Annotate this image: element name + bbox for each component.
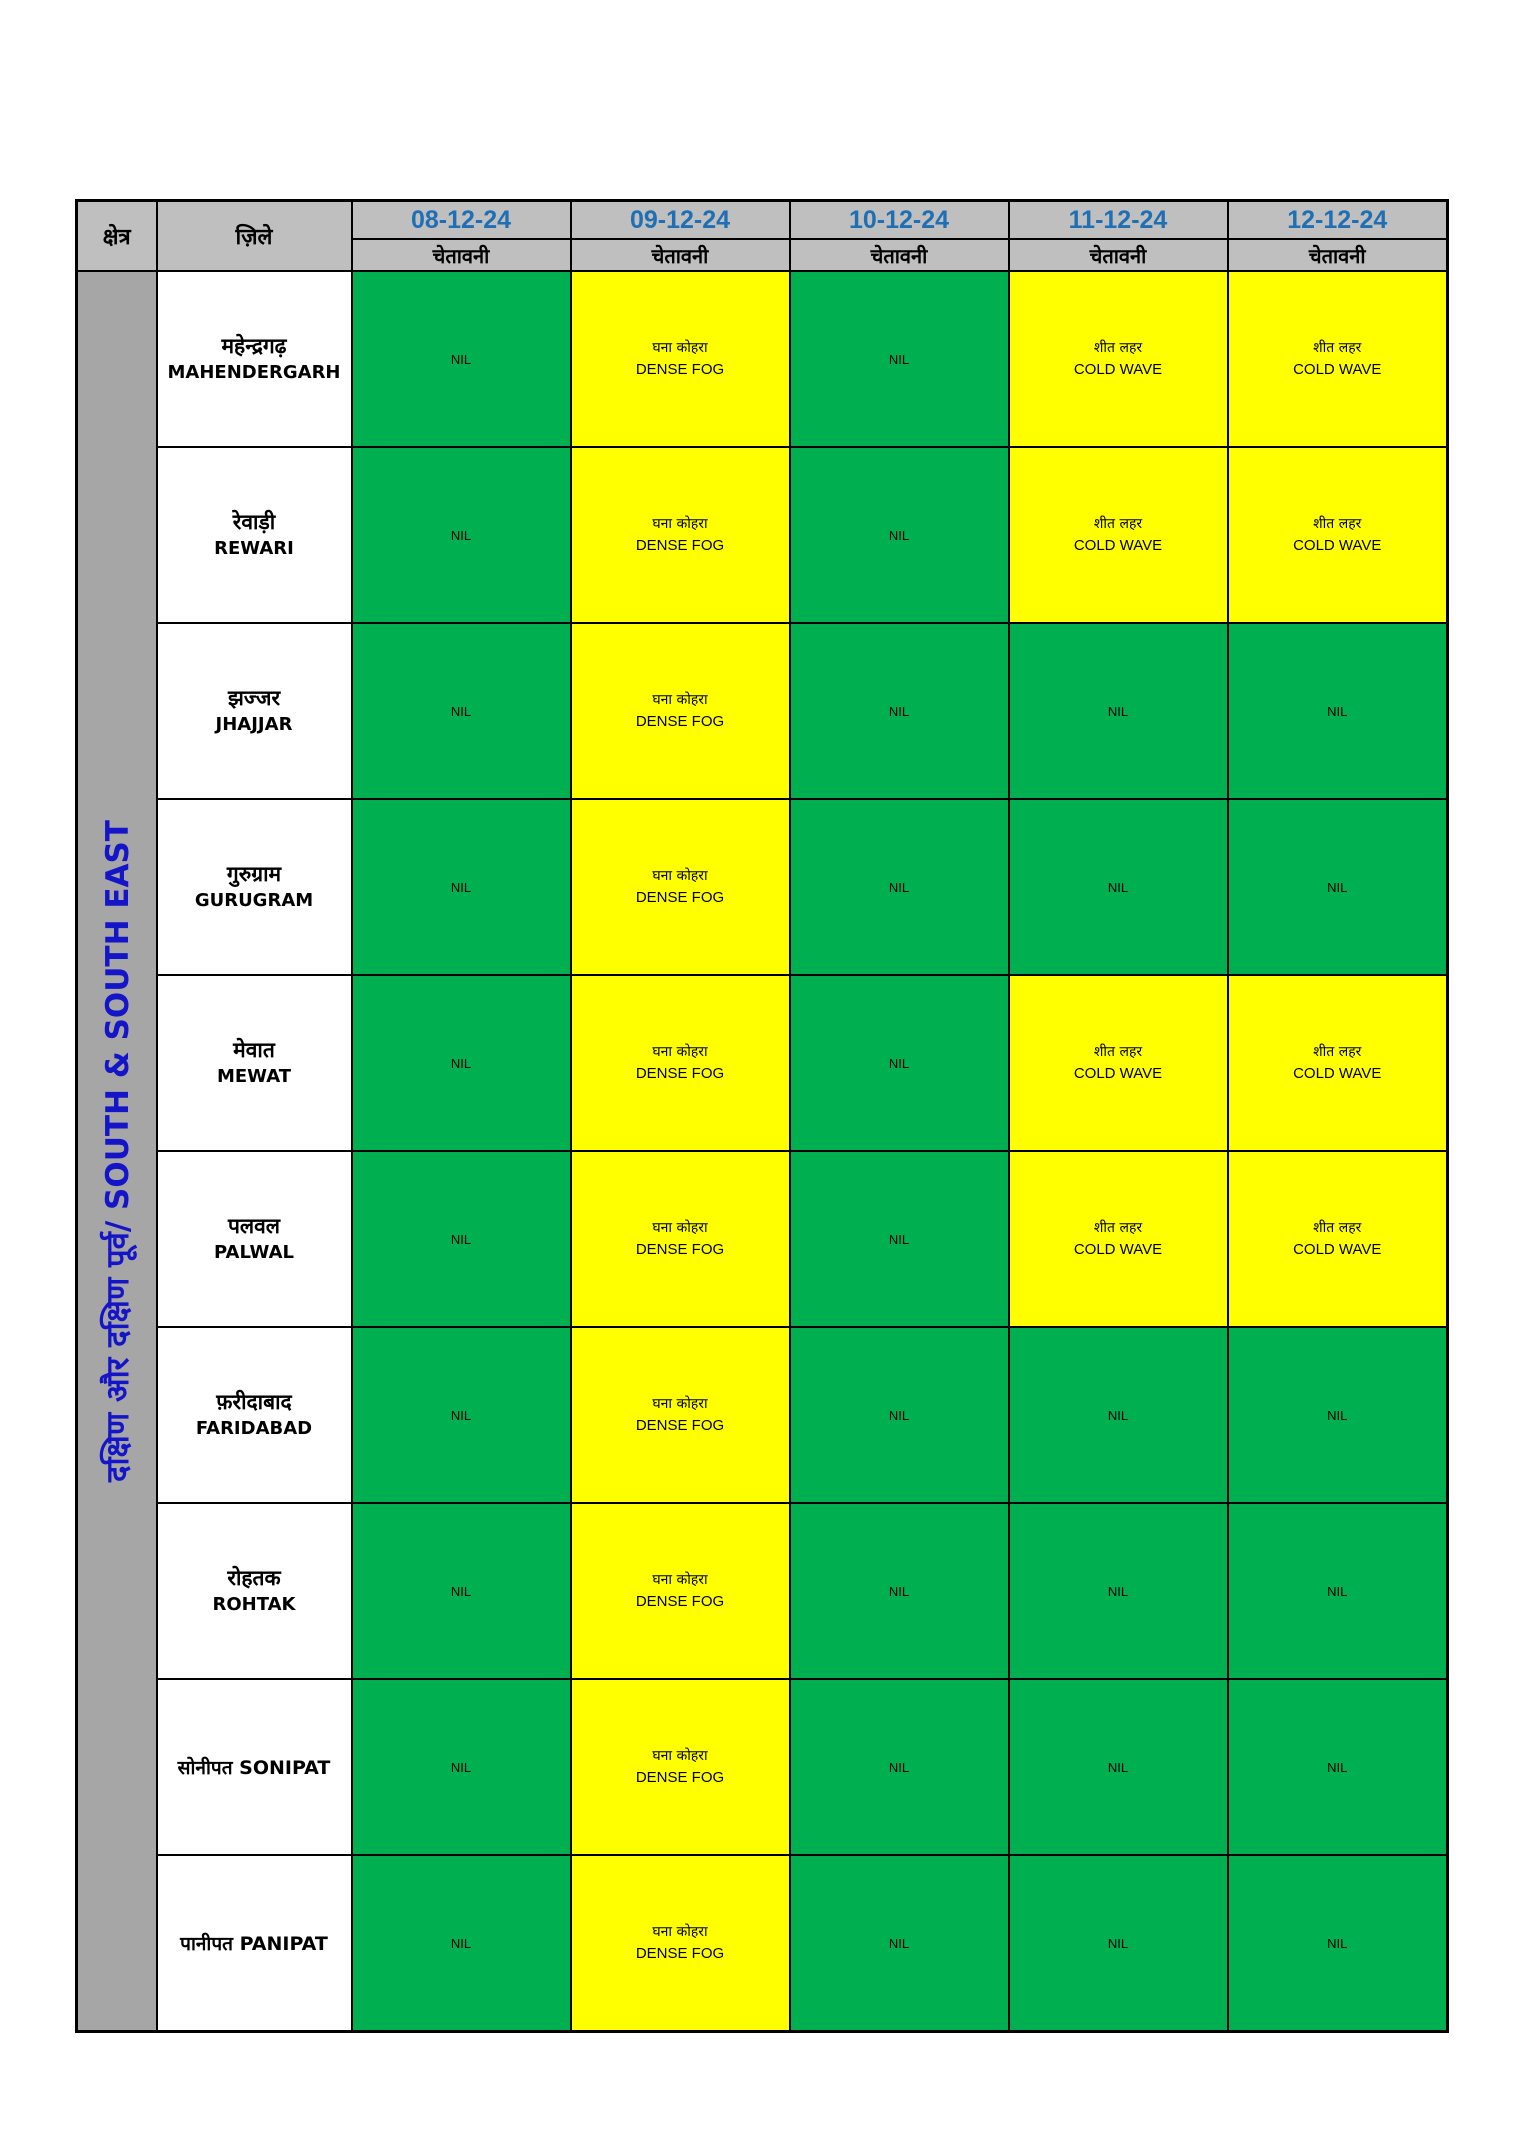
district-row: [77, 1855, 1448, 2032]
warning-cell-fog: [571, 1327, 790, 1503]
warning-nil-label: NIL: [450, 1407, 472, 1423]
warning-cell-nil: [352, 1151, 571, 1327]
warning-cell-nil: [790, 975, 1009, 1151]
warning-nil-label: NIL: [1327, 1407, 1348, 1423]
warning-label-hindi: घना कोहरा: [652, 1924, 708, 1940]
warning-nil-label: NIL: [450, 1935, 472, 1951]
warning-nil-label: NIL: [1327, 703, 1348, 719]
warning-label-english: COLD WAVE: [1293, 1241, 1382, 1258]
warning-cell-nil: [790, 1151, 1009, 1327]
warning-label-hindi: शीत लहर: [1093, 1220, 1143, 1236]
warning-subheader: चेतावनी: [1228, 239, 1448, 271]
warning-label-english: COLD WAVE: [1293, 537, 1382, 554]
warning-cell-nil: [790, 799, 1009, 975]
warning-cell-nil: [1228, 1327, 1448, 1503]
district-name-cell: [157, 1855, 352, 2032]
date-header-row: [77, 201, 1448, 240]
warning-cell-cold: [1228, 1151, 1448, 1327]
warning-cell-cold: [1009, 975, 1228, 1151]
warning-subheader: चेतावनी: [571, 239, 790, 271]
district-name-cell: [157, 1151, 352, 1327]
warning-nil-label: NIL: [888, 1055, 910, 1071]
district-name: सोनीपत SONIPAT: [177, 1757, 331, 1779]
warning-label-hindi: घना कोहरा: [652, 516, 708, 532]
district-name-cell: [157, 1503, 352, 1679]
district-row: [77, 1327, 1448, 1503]
warning-cell-nil: [1228, 1855, 1448, 2032]
warning-cell-nil: [1009, 1503, 1228, 1679]
date-header: 09-12-24: [571, 201, 790, 240]
district-name: पानीपत PANIPAT: [180, 1933, 328, 1955]
warning-nil-label: NIL: [1327, 1759, 1348, 1775]
warning-label-hindi: घना कोहरा: [652, 692, 708, 708]
warning-label-english: DENSE FOG: [635, 537, 725, 554]
warning-cell-nil: [352, 623, 571, 799]
warning-label-hindi: शीत लहर: [1313, 1220, 1362, 1236]
district-name-cell: [157, 623, 352, 799]
warning-cell-cold: [1009, 1151, 1228, 1327]
district-name-hindi: रोहतक: [227, 1566, 281, 1590]
district-name-hindi: पलवल: [227, 1214, 281, 1238]
warning-cell-nil: [1009, 1855, 1228, 2032]
warning-cell-fog: [571, 975, 790, 1151]
warning-nil-label: NIL: [888, 527, 910, 543]
warning-cell-cold: [1009, 271, 1228, 447]
warning-nil-label: NIL: [888, 703, 910, 719]
warning-label-english: COLD WAVE: [1293, 1065, 1382, 1082]
warning-label-english: DENSE FOG: [635, 1065, 725, 1082]
warning-label-english: DENSE FOG: [635, 713, 725, 730]
warning-cell-fog: [571, 1151, 790, 1327]
warning-cell-nil: [352, 975, 571, 1151]
warning-table: [75, 199, 1449, 2033]
warning-cell-nil: [352, 799, 571, 975]
warning-cell-nil: [352, 1503, 571, 1679]
warning-cell-fog: [571, 623, 790, 799]
date-header: 12-12-24: [1228, 201, 1448, 240]
warning-label-hindi: घना कोहरा: [652, 1220, 708, 1236]
district-row: [77, 1503, 1448, 1679]
warning-nil-label: NIL: [450, 1055, 472, 1071]
warning-cell-nil: [790, 1327, 1009, 1503]
warning-nil-label: NIL: [450, 351, 472, 367]
warning-nil-label: NIL: [1327, 879, 1348, 895]
district-row: [77, 799, 1448, 975]
warning-cell-cold: [1009, 447, 1228, 623]
warning-cell-nil: [352, 1855, 571, 2032]
district-row: [77, 975, 1448, 1151]
district-name-english: PALWAL: [214, 1242, 294, 1263]
warning-label-english: COLD WAVE: [1073, 537, 1163, 554]
warning-cell-nil: [790, 1855, 1009, 2032]
warning-cell-fog: [571, 799, 790, 975]
warning-label-english: DENSE FOG: [635, 361, 725, 378]
warning-label-english: COLD WAVE: [1073, 1241, 1163, 1258]
warning-label-english: COLD WAVE: [1293, 361, 1382, 378]
warning-subheader: चेतावनी: [1009, 239, 1228, 271]
district-row: [77, 1679, 1448, 1855]
warning-nil-label: NIL: [888, 1407, 910, 1423]
warning-cell-nil: [1009, 1679, 1228, 1855]
warning-cell-nil: [352, 447, 571, 623]
district-name-cell: [157, 1679, 352, 1855]
warning-cell-nil: [790, 447, 1009, 623]
district-name-english: MAHENDERGARH: [167, 362, 341, 383]
warning-cell-nil: [352, 1679, 571, 1855]
district-name-hindi: मेवात: [233, 1038, 275, 1062]
warning-cell-nil: [1009, 623, 1228, 799]
warning-cell-nil: [790, 1679, 1009, 1855]
warning-subheader: चेतावनी: [790, 239, 1009, 271]
warning-nil-label: NIL: [450, 1759, 472, 1775]
warning-cell-nil: [1228, 1679, 1448, 1855]
warning-nil-label: NIL: [450, 879, 472, 895]
warning-cell-fog: [571, 447, 790, 623]
warning-cell-cold: [1228, 447, 1448, 623]
warning-nil-label: NIL: [1327, 1935, 1348, 1951]
warning-label-hindi: घना कोहरा: [652, 868, 708, 884]
district-name-hindi: फ़रीदाबाद: [216, 1390, 292, 1414]
warning-nil-label: NIL: [1107, 703, 1129, 719]
warning-nil-label: NIL: [1107, 1759, 1129, 1775]
warning-label-english: COLD WAVE: [1073, 361, 1163, 378]
district-name-cell: [157, 271, 352, 447]
warning-nil-label: NIL: [888, 1759, 910, 1775]
district-name-english: MEWAT: [216, 1066, 292, 1087]
warning-nil-label: NIL: [1107, 1935, 1129, 1951]
region-column-header: क्षेत्र: [77, 201, 157, 272]
district-name-cell: [157, 975, 352, 1151]
warning-nil-label: NIL: [888, 351, 910, 367]
warning-label-english: DENSE FOG: [635, 1945, 725, 1962]
warning-label-hindi: घना कोहरा: [652, 1396, 708, 1412]
warning-nil-label: NIL: [888, 1935, 910, 1951]
warning-cell-nil: [1228, 1503, 1448, 1679]
warning-nil-label: NIL: [450, 527, 472, 543]
warning-cell-cold: [1228, 975, 1448, 1151]
warning-cell-fog: [571, 1503, 790, 1679]
warning-cell-cold: [1228, 271, 1448, 447]
warning-nil-label: NIL: [450, 703, 472, 719]
warning-nil-label: NIL: [888, 1231, 910, 1247]
region-cell: [77, 271, 157, 2032]
warning-label-hindi: घना कोहरा: [652, 1044, 708, 1060]
warning-cell-nil: [352, 271, 571, 447]
warning-cell-fog: [571, 1855, 790, 2032]
warning-label-hindi: शीत लहर: [1093, 340, 1143, 356]
warning-subheader: चेतावनी: [352, 239, 571, 271]
warning-label-hindi: शीत लहर: [1313, 340, 1362, 356]
warning-nil-label: NIL: [1107, 879, 1129, 895]
district-name-english: JHAJJAR: [215, 714, 293, 735]
district-name-english: GURUGRAM: [194, 890, 314, 911]
district-name-hindi: गुरुग्राम: [226, 862, 282, 886]
date-header: 11-12-24: [1009, 201, 1228, 240]
district-row: [77, 271, 1448, 447]
date-header: 08-12-24: [352, 201, 571, 240]
district-column-header: ज़िले: [157, 201, 352, 272]
warning-label-english: COLD WAVE: [1073, 1065, 1163, 1082]
warning-nil-label: NIL: [1107, 1583, 1129, 1599]
warning-nil-label: NIL: [450, 1231, 472, 1247]
district-name-english: REWARI: [214, 538, 294, 559]
warning-label-english: DENSE FOG: [635, 1593, 725, 1610]
district-name-english: ROHTAK: [212, 1594, 296, 1615]
warning-label-hindi: घना कोहरा: [652, 1572, 708, 1588]
warning-cell-nil: [790, 1503, 1009, 1679]
warning-cell-nil: [1228, 623, 1448, 799]
district-name-cell: [157, 799, 352, 975]
warning-label-hindi: घना कोहरा: [652, 340, 708, 356]
warning-label-hindi: शीत लहर: [1313, 516, 1362, 532]
warning-table-body: [77, 271, 1448, 2032]
warning-nil-label: NIL: [1327, 1583, 1348, 1599]
warning-nil-label: NIL: [888, 1583, 910, 1599]
date-header: 10-12-24: [790, 201, 1009, 240]
warning-cell-fog: [571, 271, 790, 447]
district-name-hindi: झज्जर: [227, 686, 281, 710]
warning-nil-label: NIL: [1107, 1407, 1129, 1423]
warning-label-english: DENSE FOG: [635, 889, 725, 906]
warning-label-hindi: घना कोहरा: [652, 1748, 708, 1764]
warning-cell-nil: [1228, 799, 1448, 975]
district-name-hindi: रेवाड़ी: [232, 510, 276, 534]
warning-label-hindi: शीत लहर: [1093, 516, 1143, 532]
warning-nil-label: NIL: [450, 1583, 472, 1599]
warning-cell-nil: [790, 271, 1009, 447]
district-name-hindi: महेन्द्रगढ़: [221, 334, 287, 358]
district-row: [77, 447, 1448, 623]
warning-label-hindi: शीत लहर: [1313, 1044, 1362, 1060]
district-row: [77, 623, 1448, 799]
warning-label-english: DENSE FOG: [635, 1769, 725, 1786]
district-name-cell: [157, 1327, 352, 1503]
district-name-cell: [157, 447, 352, 623]
region-name: दक्षिण और दक्षिण पूर्व/ SOUTH & SOUTH EAST: [99, 820, 136, 1482]
warning-cell-nil: [790, 623, 1009, 799]
warning-cell-nil: [352, 1327, 571, 1503]
district-row: [77, 1151, 1448, 1327]
warning-nil-label: NIL: [888, 879, 910, 895]
warning-cell-fog: [571, 1679, 790, 1855]
warning-label-hindi: शीत लहर: [1093, 1044, 1143, 1060]
warning-cell-nil: [1009, 1327, 1228, 1503]
warning-cell-nil: [1009, 799, 1228, 975]
warning-label-english: DENSE FOG: [635, 1241, 725, 1258]
district-name-english: FARIDABAD: [195, 1418, 313, 1439]
warning-label-english: DENSE FOG: [635, 1417, 725, 1434]
